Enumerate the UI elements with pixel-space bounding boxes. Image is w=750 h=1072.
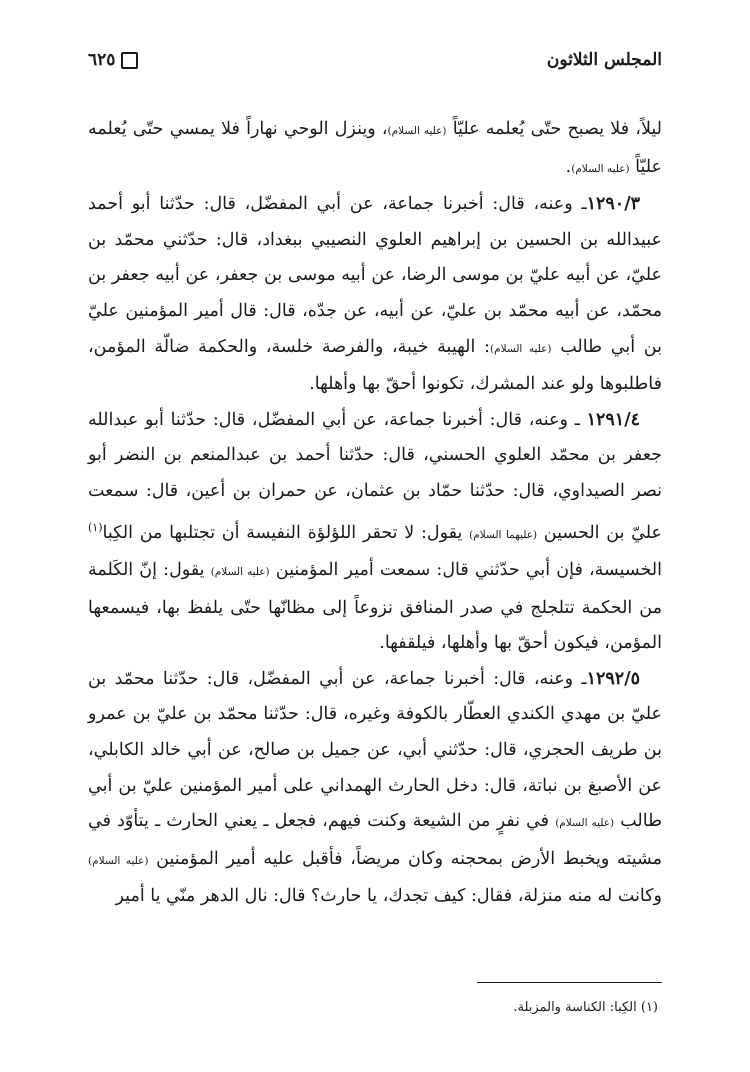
- honorific: (عليه السلام): [210, 565, 270, 578]
- honorific: (عليه السلام): [387, 125, 447, 137]
- footnote: (١) الكِبا: الكناسة والمزبلة.: [513, 1000, 658, 1015]
- honorific: (عليه السلام): [555, 817, 615, 830]
- honorific: (عليهما السلام): [469, 528, 538, 541]
- hadith-1292: ١٢٩٢/٥ـ وعنه، قال: أخبرنا جماعة، عن أبي المفضّل، قال: حدّثنا محمّد بن عليّ بن مهدي الكندي العطّار بالكوفة وغيره، قال: حدّثنا محمّد بن عليّ بن عمرو بن طريف الحجري، قال: حدّثني أبي، عن جميل بن صالح، عن أبي خالد الكابلي، عن الأصبغ بن نباتة، قال: دخل الحارث الهمداني على أمير المؤمنين عليّ بن أبي طالب (عليه السلام) في نفرٍ من الشيعة وكنت فيهم، فجعل ـ يعني الحارث ـ يتأوّد في مشيته ويخبط الأرض بمحجنه وكان مريضاً، فأقبل عليه أمير المؤمنين (عليه السلام) وكانت له منه منزلة، فقال: كيف تجدك، يا حارث؟ قال: نال الدهر منّي يا أمير: [88, 668, 663, 907]
- footnote-divider: [477, 982, 662, 983]
- page-number-text: ٦٢٥: [88, 50, 116, 70]
- page-number: [88, 50, 138, 70]
- hadith-1291: ١٢٩١/٤ ـ وعنه، قال: أخبرنا جماعة، عن أبي المفضّل، قال: حدّثنا أبو عبدالله جعفر بن محمّد العلوي الحسني، قال: حدّثنا أحمد بن عبدالمنعم بن النضر أبو نصر الصيداوي، قال: حدّثنا حمّاد بن عثمان، عن حمران بن أعين، قال: سمعت عليّ بن الحسين (عليهما السلام) يقول: لا تحقر اللؤلؤة النفيسة أن تجتلبها من الكِبا$^{(١)}$ الخسيسة، فإن أبي حدّثني قال: سمعت أمير المؤمنين (عليه السلام) يقول: إنّ الكَلمة من الحكمة تتلجلج في صدر المنافق نزوعاً إلى مظانّها حتّى يلفظ بها، فيسمعها المؤمن، فيكون أحقّ بها وأهلها، فيلقفها.: [88, 409, 662, 654]
- body-text: [88, 112, 662, 915]
- paragraph-continuation: ليلاً، فلا يصبح حتّى يُعلمه عليّاً (عليه السلام)، وينزل الوحي نهاراً فلا يمسي حتّى يُعلمه عليّاً (عليه السلام).: [88, 119, 662, 177]
- honorific: (عليه السلام): [490, 342, 552, 355]
- hadith-number: ١٢٩٢/٥: [586, 668, 640, 689]
- footnote-reference: (١): [88, 520, 103, 534]
- square-icon: [121, 52, 138, 69]
- hadith-1290: ١٢٩٠/٣ـ وعنه، قال: أخبرنا جماعة، عن أبي المفضّل، قال: حدّثنا أبو أحمد عبيدالله بن الحسين بن إبراهيم العلوي النصيبي ببغداد، قال: حدّثني محمّد بن عليّ، عن أبيه عليّ بن موسى الرضا، عن أبيه موسى بن جعفر، عن أبيه جعفر بن محمّد، عن أبيه محمّد بن عليّ، عن أبيه، عن جدّه، قال: قال أمير المؤمنين عليّ بن أبي طالب (عليه السلام): الهيبة خيبة، والفرصة خلسة، والحكمة ضالّة المؤمن، فاطلبوها ولو عند المشرك، تكونوا أحقّ بها وأهلها.: [88, 194, 662, 395]
- hadith-number: ١٢٩١/٤: [586, 409, 640, 430]
- page-header: [88, 42, 662, 78]
- honorific: (عليه السلام): [571, 162, 630, 175]
- honorific: (عليه السلام): [88, 854, 149, 867]
- hadith-number: ١٢٩٠/٣: [586, 194, 640, 215]
- chapter-title: المجلس الثلاثون: [546, 50, 662, 70]
